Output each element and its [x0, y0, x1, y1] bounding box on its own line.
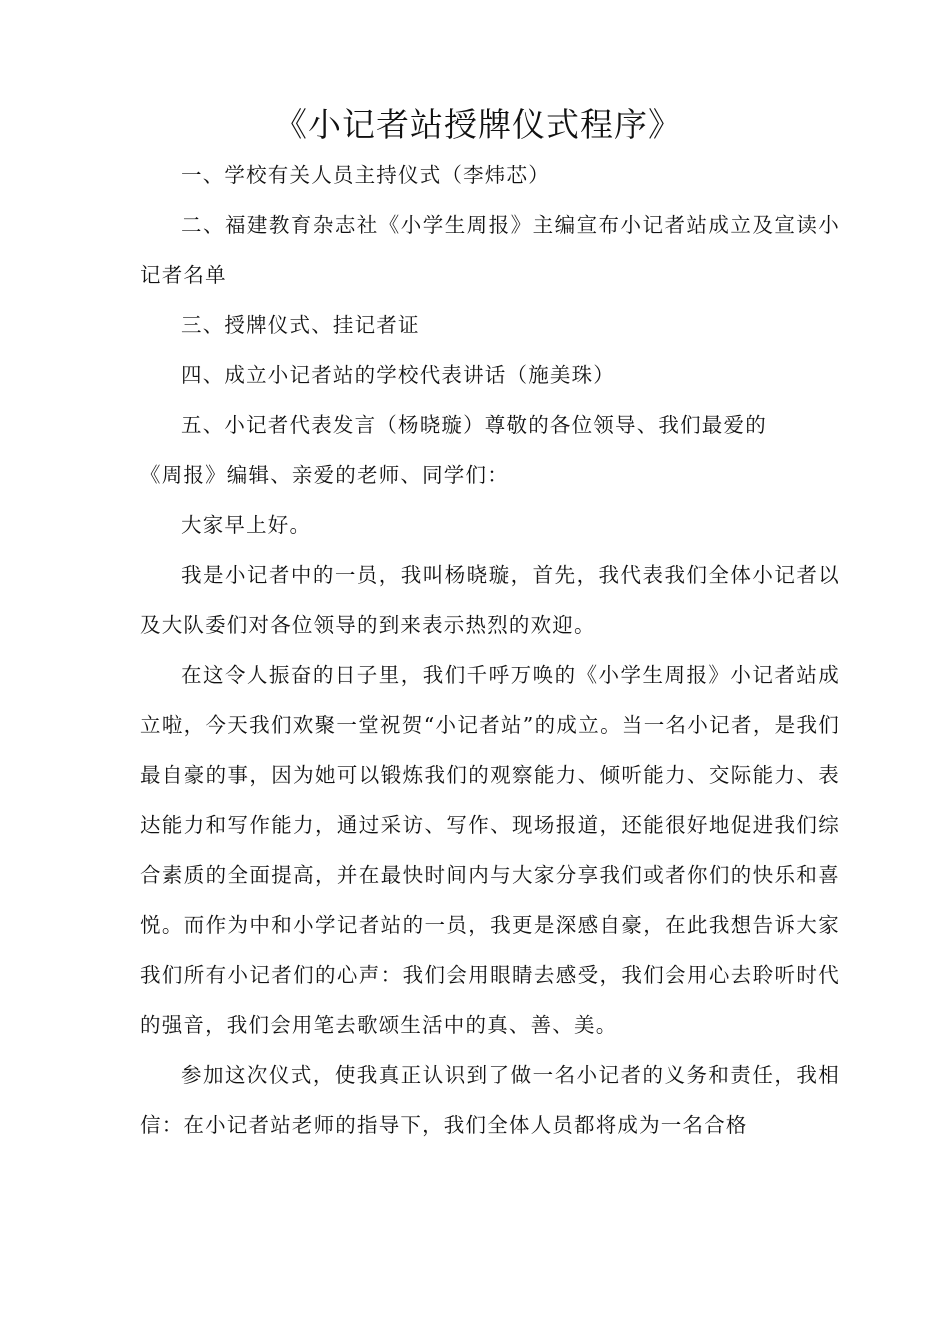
paragraph-self-intro: 我是小记者中的一员，我叫杨晓璇，首先，我代表我们全体小记者以及大队委们对各位领导的到来表示热烈的欢迎。 [140, 563, 840, 637]
paragraph-greeting: 大家早上好。 [181, 513, 312, 537]
document-title: 《小记者站授牌仪式程序》 [274, 105, 682, 144]
paragraph-item-2: 二、福建教育杂志社《小学生周报》主编宣布小记者站成立及宣读小记者名单 [140, 213, 840, 287]
paragraph-item-6: 《周报》编辑、亲爱的老师、同学们： [140, 463, 509, 487]
paragraph-item-4: 四、成立小记者站的学校代表讲话（施美珠） [181, 363, 615, 387]
paragraph-item-1: 一、学校有关人员主持仪式（李炜芯） [181, 163, 550, 187]
paragraph-item-5: 五、小记者代表发言（杨晓璇）尊敬的各位领导、我们最爱的 [181, 413, 767, 437]
paragraph-closing: 参加这次仪式，使我真正认识到了做一名小记者的义务和责任，我相信：在小记者站老师的指导下，我们全体人员都将成为一名合格 [140, 1063, 840, 1137]
paragraph-item-3: 三、授牌仪式、挂记者证 [181, 313, 420, 337]
paragraph-main-body: 在这令人振奋的日子里，我们千呼万唤的《小学生周报》小记者站成立啦，今天我们欢聚一堂祝贺“小记者站”的成立。当一名小记者，是我们最自豪的事，因为她可以锻炼我们的观察能力、倾听能力、交际能力、表达能力和写作能力，通过采访、写作、现场报道，还能很好地促进我们综合素质的全面提高，并在最快时间内与大家分享我们或者你们的快乐和喜悦。而作为中和小学记者站的一员，我更是深感自豪，在此我想告诉大家我们所有小记者们的心声：我们会用眼睛去感受，我们会用心去聆听时代的强音，我们会用笔去歌颂生活中的真、善、美。 [140, 663, 840, 1037]
